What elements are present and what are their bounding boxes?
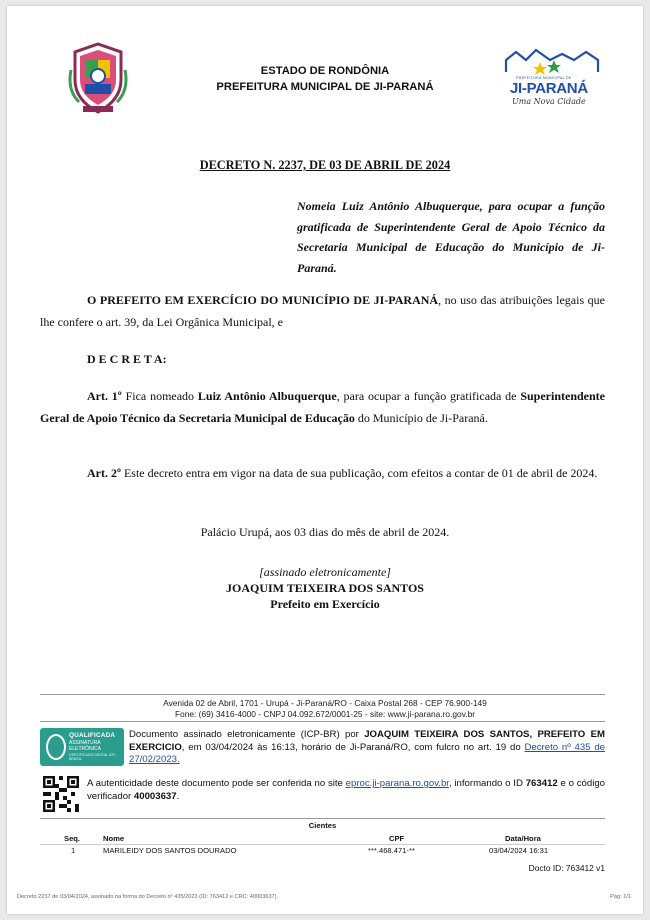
badge-line-3: CERTIFICADO DIGITAL ICP - BRASIL [69,753,117,762]
city-logo [502,46,602,110]
auth-id: 763412 [525,778,558,789]
row-cpf: ***.468.471-** [368,846,415,855]
art1-text: Fica nomeado [121,389,198,403]
decreta-heading: D E C R E T A: [87,352,167,366]
logo-name: JI-PARANÁ [510,80,588,97]
sig-text-1: Documento assinado eletronicamente (ICP-BR) por [129,729,365,740]
bottom-note: Decreto 2237 de 03/04/2024, assinado na forma do Decreto nº 435/2023 (ID: 763412 e CRC: 40003637). [17,894,279,900]
table-divider [40,818,605,819]
signature-statement [129,729,605,767]
state-name: ESTADO DE RONDÔNIA [260,65,390,77]
city-hall-name: PREFEITURA MUNICIPAL DE JI-PARANÁ [216,81,434,93]
table-title: Cientes [308,821,337,830]
col-seq: Seq. [64,834,81,843]
col-cpf: CPF [389,834,405,843]
art1-role: Superintendente Geral de Apoio Técnico da Secretaria Municipal de Educação [40,389,605,425]
art1-text-2: , para ocupar a função gratificada de [336,389,521,403]
auth-text-2: , informando o ID [448,778,526,789]
preamble-bold: O PREFEITO EM EXERCÍCIO DO MUNICÍPIO DE JI-PARANÁ [87,293,439,307]
decree-ementa: Nomeia Luiz Antônio Albuquerque, para ocupar a função gratificada de Superintendente Geral de Apoio Técnico da Secretaria Municipal de Educação do Município de Ji-Paraná. [297,199,605,275]
sig-signer: JOAQUIM TEIXEIRA DOS SANTOS, PREFEITO EM EXERCICIO [129,729,605,753]
footer-divider [40,694,605,695]
signature-badge [40,728,124,766]
art2-label: Art. 2º [87,466,121,480]
footer-contact: Fone: (69) 3416-4000 - CNPJ 04.092.672/0001-25 - site: www.ji-parana.ro.gov.br [174,709,476,719]
art2-text: Este decreto entra em vigor na data de sua publicação, com efeitos a contar de 01 de abril de 2024. [120,466,598,480]
table-header [40,834,605,844]
badge-line-1: QUALIFICADA [69,732,116,739]
badge-line-2: ASSINATURA ELETRÔNICA [69,740,101,752]
page-number: Pág: 1/1 [610,894,631,900]
signer-role: Prefeito em Exercício [270,597,380,611]
table-header-divider [40,844,605,845]
row-name: MARILEIDY DOS SANTOS DOURADO [103,846,237,855]
logo-small-text: PREFEITURA MUNICIPAL DE [516,76,572,80]
auth-text-4: . [176,790,180,802]
sig-text-2: , em 03/04/2024 às 16:13, horário de Ji-Paraná/RO, com fulcro no art. 19 do [181,741,525,753]
article-2 [40,463,605,485]
table-row [40,846,605,856]
art1-text-3: do Município de Ji-Paraná. [354,410,488,425]
skyline-icon [502,46,602,76]
art1-label: Art. 1º [87,389,122,403]
decree-title: DECRETO N. 2237, DE 03 DE ABRIL DE 2024 [199,158,451,172]
eproc-link[interactable]: eproc.ji-parana.ro.gov.br [345,778,449,789]
auth-text-3: e o código verificador [87,778,605,802]
preamble-rest: , no uso das atribuições legais que lhe confere o art. 39, da Lei Orgânica Municipal, e [40,293,605,329]
signed-note: [assinado eletronicamente] [259,565,391,579]
footer-address: Avenida 02 de Abril, 1701 - Urupá - Ji-Paraná/RO - Caixa Postal 268 - CEP 76.900-149 [163,698,487,708]
coat-of-arms-icon [67,40,129,116]
authenticity-note [87,778,605,804]
auth-code: 40003637 [133,790,177,802]
key-icon [46,734,66,760]
qr-code-icon [43,776,79,812]
row-seq: 1 [71,846,76,855]
col-name: Nome [103,834,125,843]
art1-name: Luiz Antônio Albuquerque [197,389,337,403]
signer-name: JOAQUIM TEIXEIRA DOS SANTOS [226,581,424,595]
place-date: Palácio Urupá, aos 03 dias do mês de abril de 2024. [200,525,450,539]
col-datetime: Data/Hora [505,834,541,843]
article-1 [40,386,605,429]
logo-slogan: Uma Nova Cidade [512,97,586,106]
auth-text-1: A autenticidade deste documento pode ser conferida no site [87,778,346,789]
document-id: Docto ID: 763412 v1 [528,863,605,873]
document-page [7,6,643,914]
footer-divider-2 [40,721,605,722]
decree-435-link[interactable]: Decreto nº 435 de 27/02/2023. [129,741,605,766]
preamble [40,290,605,333]
row-datetime: 03/04/2024 16:31 [489,846,549,855]
